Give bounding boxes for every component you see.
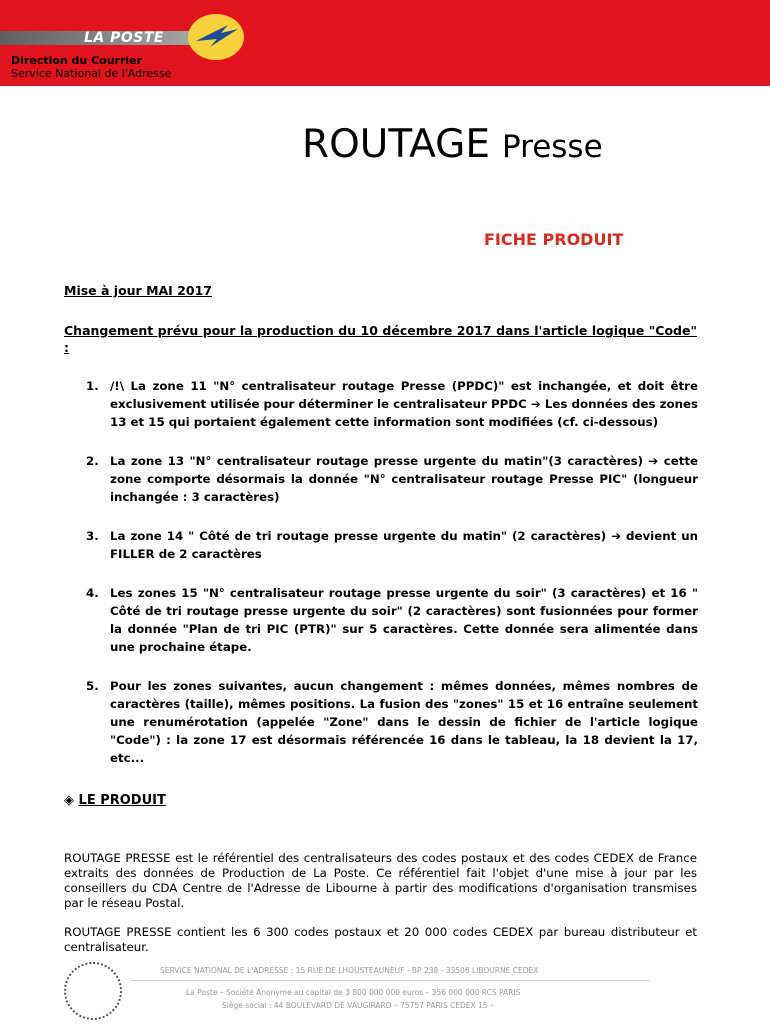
bird-icon bbox=[188, 14, 244, 60]
item-text: La zone 13 "N° centralisateur routage presse urgente du matin"(3 caractères) ➔ cette zone comporte désormais la donnée "N° centralisateur routage Presse PIC" (longueur inchangée : 3 caractères) bbox=[110, 454, 698, 504]
section-title: LE PRODUIT bbox=[78, 793, 166, 808]
header-direction: Direction du Courrier bbox=[11, 54, 143, 67]
page-title bbox=[302, 122, 603, 167]
list-item bbox=[86, 377, 698, 431]
item-number: 2. bbox=[86, 454, 99, 468]
title-sub: Presse bbox=[502, 129, 603, 165]
footer-company: La Poste – Société Anonyme au capital de 3 800 000 000 euros – 356 000 000 RCS PARIS bbox=[186, 988, 521, 997]
item-text: /!\ La zone 11 "N° centralisateur routage Presse (PPDC)" est inchangée, et doit être exclusivement utilisée pour déterminer le centralisateur PPDC ➔ Les données des zones 13 et 15 qui portaient également cette information sont modifiées (cf. ci-dessous) bbox=[110, 379, 698, 429]
logo-text: LA POSTE bbox=[84, 30, 164, 46]
change-list bbox=[86, 377, 698, 788]
footer-siege: Siège social : 44 BOULEVARD DE VAUGIRARD – 75757 PARIS CEDEX 15 – bbox=[222, 1001, 494, 1010]
item-text: La zone 14 " Côté de tri routage presse urgente du matin" (2 caractères) ➔ devient un FILLER de 2 caractères bbox=[110, 529, 698, 561]
item-number: 4. bbox=[86, 586, 99, 600]
header-service: Service National de l'Adresse bbox=[11, 67, 172, 80]
certification-seal-icon bbox=[64, 962, 122, 1020]
footer-divider bbox=[130, 980, 650, 981]
item-number: 3. bbox=[86, 529, 99, 543]
title-main: ROUTAGE bbox=[302, 122, 490, 167]
item-number: 1. bbox=[86, 379, 99, 393]
list-item bbox=[86, 527, 698, 563]
section-heading-produit bbox=[64, 793, 166, 808]
la-poste-bird-icon bbox=[188, 14, 244, 60]
item-text: Les zones 15 "N° centralisateur routage presse urgente du soir" (3 caractères) et 16 " Côté de tri routage presse urgente du soir" (2 caractères) sont fusionnées pour former la donnée "Plan de tri PIC (PTR)" sur 5 caractères. Cette donnée sera alimentée dans une prochaine étape. bbox=[110, 586, 698, 654]
paragraph: ROUTAGE PRESSE est le référentiel des centralisateurs des codes postaux et des codes CEDEX de France extraits des données de Production de La Poste. Ce référentiel fait l'objet d'une mise à jour par les conseillers du CDA Centre de l'Adresse de Libourne à partir des modifications d'organisation transmises par le réseau Postal. bbox=[64, 851, 697, 910]
change-heading: Changement prévu pour la production du 10 décembre 2017 dans l'article logique "Code" : bbox=[64, 323, 697, 355]
item-text: Pour les zones suivantes, aucun changement : mêmes données, mêmes nombres de caractères (taille), mêmes positions. La fusion des "zones" 15 et 16 entraîne seulement une renumérotation (appelée "Zone" dans le dessin de fichier de l'article logique "Code") : la zone 17 est désormais référencée 16 dans le tableau, la 18 devient la 17, etc... bbox=[110, 679, 698, 765]
list-item bbox=[86, 452, 698, 506]
paragraph: ROUTAGE PRESSE contient les 6 300 codes postaux et 20 000 codes CEDEX par bureau distributeur et centralisateur. bbox=[64, 925, 697, 954]
fiche-produit-heading: FICHE PRODUIT bbox=[484, 230, 624, 249]
item-number: 5. bbox=[86, 679, 99, 693]
list-item bbox=[86, 584, 698, 656]
diamond-bullet-icon: ◈ bbox=[64, 793, 74, 808]
update-date: Mise à jour MAI 2017 bbox=[64, 283, 212, 298]
footer-address: SERVICE NATIONAL DE L'ADRESSE : 15 RUE DE LHOUSTEAUNEUF - BP 238 - 33506 LIBOURNE CEDEX bbox=[160, 966, 539, 975]
list-item bbox=[86, 677, 698, 767]
